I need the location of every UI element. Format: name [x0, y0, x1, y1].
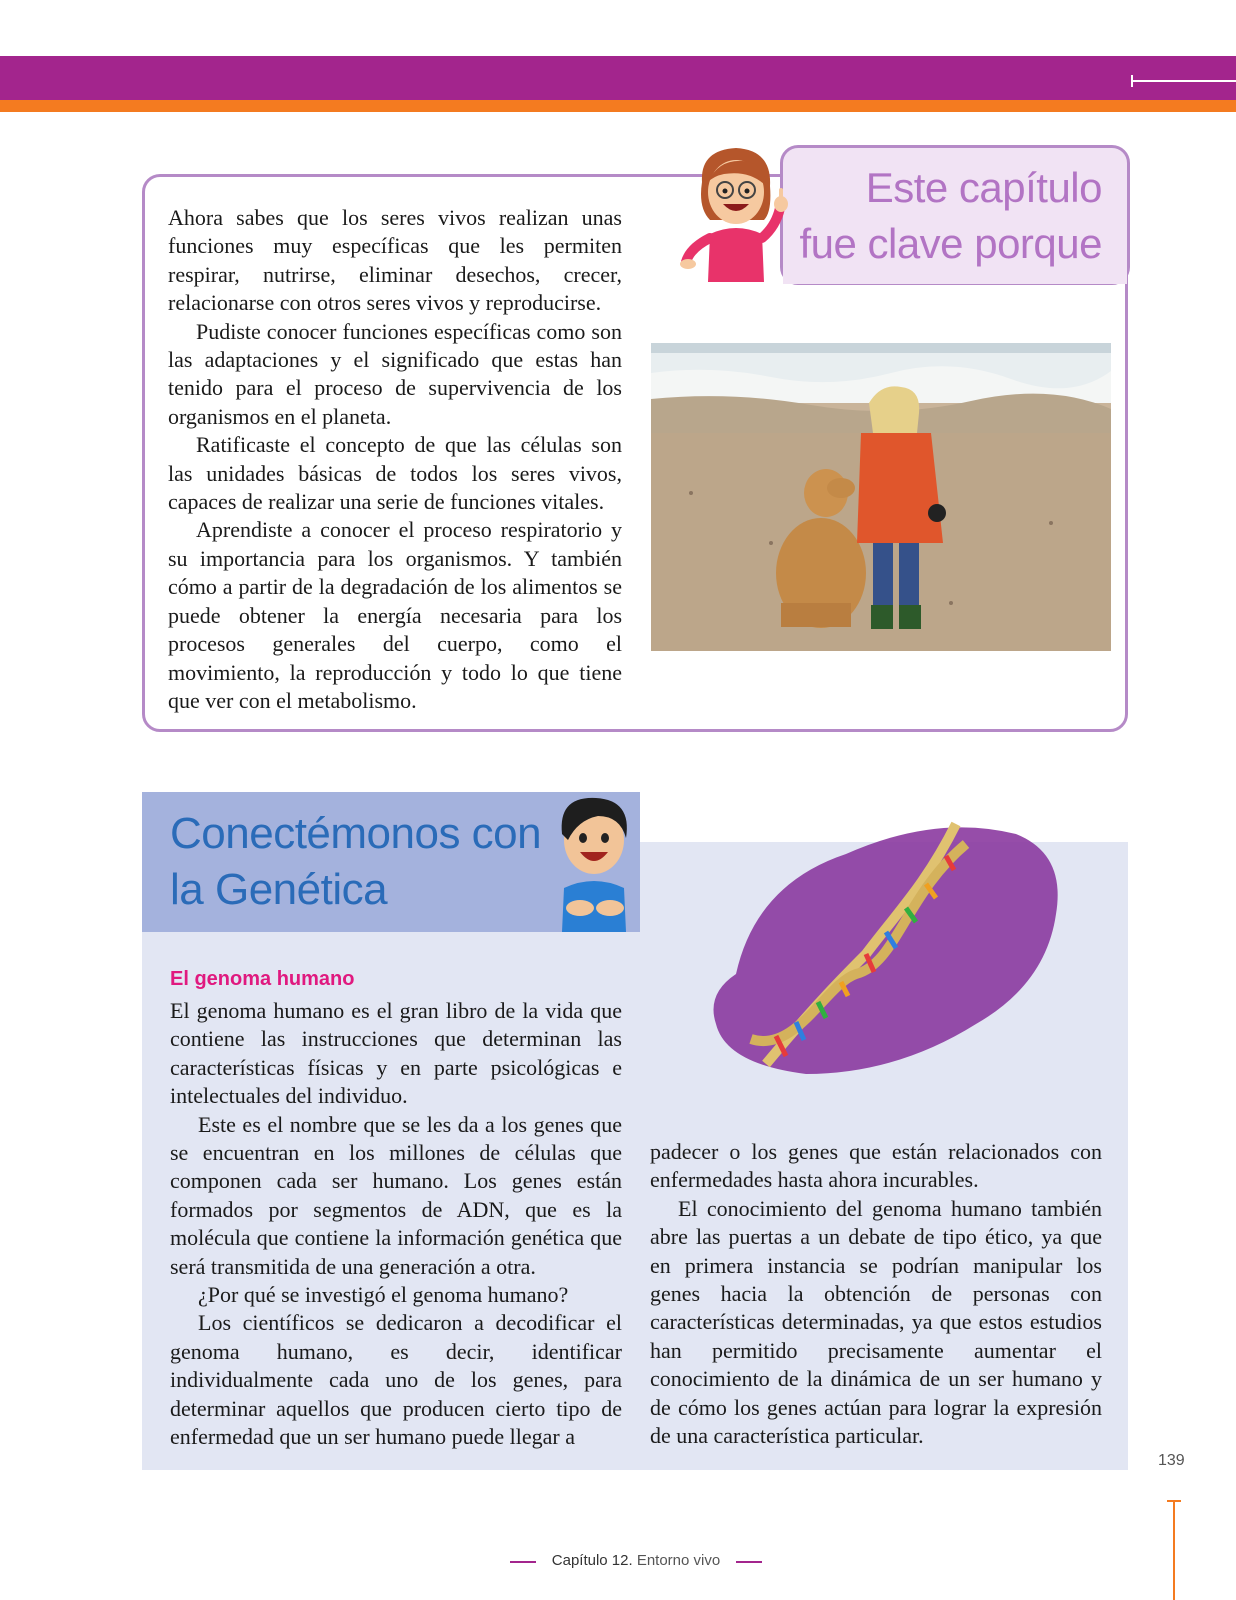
genetics-left-column [170, 997, 622, 1452]
summary-text [168, 204, 622, 715]
summary-paragraph: Ratificaste el concepto de que las células son las unidades básicas de todos los seres vivos, capaces de realizar una serie de funciones vitales. [168, 432, 622, 515]
footer [510, 1552, 762, 1569]
summary-paragraph: Ahora sabes que los seres vivos realizan unas funciones muy específicas que les permiten respirar, nutrirse, eliminar desechos, crecer, relacionarse con otros seres vivos y reproducirse. [168, 205, 622, 316]
side-line [1173, 1500, 1175, 1600]
genetics-title-line2: la Genética [170, 865, 388, 914]
beach-photo-woman-dog [651, 343, 1111, 651]
summary-title-line1: Este capítulo [865, 164, 1102, 211]
genetics-right-column [650, 1138, 1102, 1450]
summary-paragraph: Pudiste conocer funciones específicas como son las adaptaciones y el significado que estas han tenido para el proceso de supervivencia de los organismos en el planeta. [168, 318, 622, 429]
footer-chapter-name: Entorno vivo [636, 1552, 721, 1569]
header-stripe [0, 100, 1236, 112]
genetics-paragraph: El genoma humano es el gran libro de la vida que contiene las instrucciones que determinan las características físicas y en parte psicológicas e intelectuales del individuo. [170, 998, 622, 1109]
genetics-title-line1: Conectémonos con [170, 809, 542, 858]
genetics-question: ¿Por qué se investigó el genoma humano? [198, 1282, 569, 1308]
genetics-paragraph: padecer o los genes que están relacionados con enfermedades hasta ahora incurables. [650, 1139, 1102, 1193]
summary-paragraph: Aprendiste a conocer el proceso respiratorio y su importancia para los organismos. Y también cómo a partir de la degradación de los alimentos se puede obtener la energía necesaria para los procesos generales del cuerpo, como el movimiento, la reproducción y todo lo que tiene que ver con el metabolismo. [168, 517, 622, 713]
page-number: 139 [1158, 1452, 1185, 1469]
genetics-paragraph: Los científicos se dedicaron a decodificar el genoma humano, es decir, identificar individualmente cada uno de los genes, para determinar aquellos que producen cierto tipo de enfermedad que un ser humano puede llegar a [170, 1310, 622, 1450]
footer-chapter: Capítulo 12. [551, 1552, 633, 1569]
genetics-subtitle: El genoma humano [170, 968, 355, 990]
genetics-paragraph: El conocimiento del genoma humano también abre las puertas a un debate de tipo ético, ya que en primera instancia se podrían manipular los genes hacia la obtención de personas con características determinadas, ya que estos estudios han permitido precisamente aumentar el conocimiento de la dinámica de un ser humano y de cómo los genes actúan para lograr la expresión de una característica particular. [650, 1195, 1102, 1449]
summary-title-line2: fue clave porque [799, 220, 1102, 267]
header-bar [0, 56, 1236, 100]
girl-character-illustration [680, 142, 792, 292]
boy-character-illustration [538, 790, 650, 940]
genetics-title [170, 806, 541, 918]
genetics-paragraph: Este es el nombre que se les da a los genes que se encuentran en los millones de células que componen cada ser humano. Los genes están formados por segmentos de ADN, que es la molécula que contiene la información genética que será transmitida de una generación a otra. [170, 1111, 622, 1279]
summary-title [790, 160, 1102, 272]
header-tick [1131, 80, 1236, 82]
dna-helix-illustration [696, 804, 1076, 1094]
header-tick-cap [1131, 75, 1133, 87]
